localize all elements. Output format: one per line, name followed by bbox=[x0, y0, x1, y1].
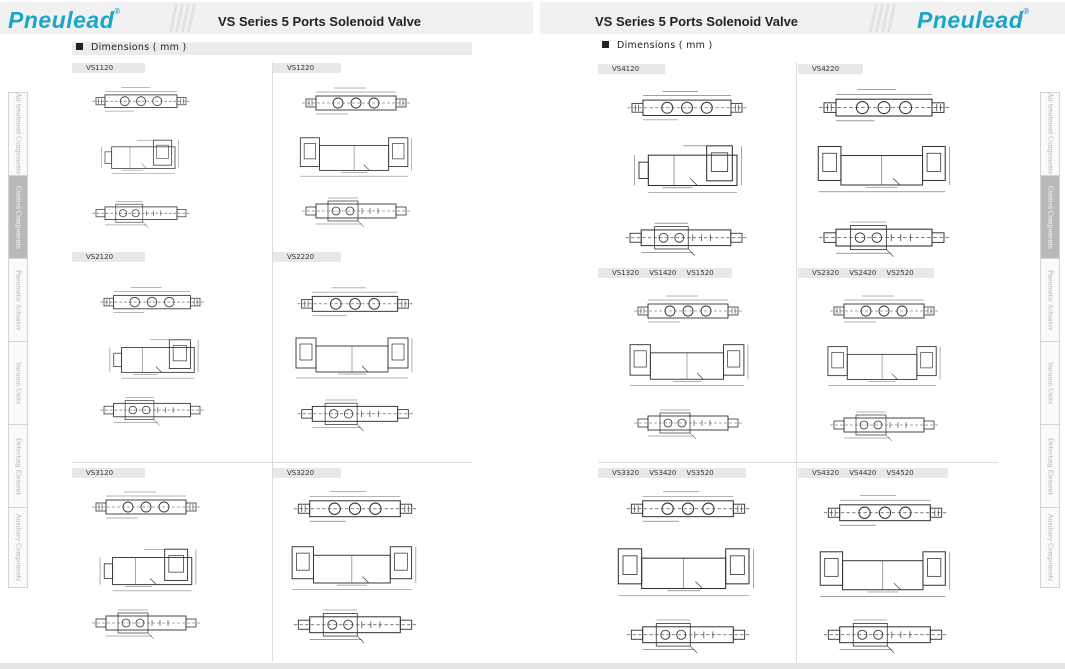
vs2120-side-view bbox=[108, 330, 200, 386]
model-label-vs2220: VS2220 bbox=[273, 252, 341, 262]
side-tab-air-treatment[interactable]: Air treatment Components bbox=[1041, 93, 1059, 176]
vs4320-top-view bbox=[818, 498, 952, 532]
model-label-vs1120: VS1120 bbox=[72, 63, 145, 73]
vs3220-bottom-view bbox=[290, 610, 420, 644]
vs3120-bottom-view bbox=[96, 608, 196, 642]
model-label-vs3220: VS3220 bbox=[273, 468, 341, 478]
side-tab-control[interactable]: Control Components bbox=[1041, 176, 1059, 259]
side-tab-vacuum[interactable]: Vacuum Units bbox=[9, 342, 27, 425]
bullet-square-icon bbox=[76, 43, 83, 50]
vs4220-top-view bbox=[816, 92, 952, 128]
vs4220-side-view bbox=[816, 134, 952, 202]
vs3220-side-view bbox=[290, 536, 418, 598]
model-label-vs4120: VS4120 bbox=[598, 64, 665, 74]
vs1320-top-view bbox=[626, 298, 750, 328]
grid-divider bbox=[72, 462, 472, 463]
vs1220-bottom-view bbox=[298, 198, 414, 228]
vs2220-bottom-view bbox=[292, 400, 418, 432]
side-tab-actuator[interactable]: Pneumatic Actuator bbox=[1041, 259, 1059, 342]
side-tab-auxiliary[interactable]: Auxiliary Components bbox=[1046, 513, 1054, 582]
vs2320-bottom-view bbox=[826, 412, 942, 442]
model-label-vs2320: VS2320 VS2420 VS2520 bbox=[798, 268, 934, 278]
side-tab-actuator[interactable]: Pneumatic Actuator bbox=[9, 259, 27, 342]
vs3320-side-view bbox=[616, 538, 756, 604]
vs4120-bottom-view bbox=[630, 222, 742, 258]
vs2320-side-view bbox=[826, 338, 942, 392]
model-label-vs1220: VS1220 bbox=[273, 63, 341, 73]
vs3220-top-view bbox=[290, 494, 420, 528]
model-label-vs3120: VS3120 bbox=[72, 468, 145, 478]
vs4120-top-view bbox=[632, 92, 742, 128]
vs2220-top-view bbox=[292, 290, 418, 322]
vs3120-top-view bbox=[96, 492, 196, 526]
side-tabs-right bbox=[1040, 92, 1060, 588]
side-tabs-left bbox=[8, 92, 28, 588]
vs4320-bottom-view bbox=[818, 620, 952, 654]
left-section-heading: Dimensions ( mm ) bbox=[76, 42, 187, 53]
vs2320-top-view bbox=[826, 298, 942, 328]
side-tab-auxiliary[interactable]: Auxiliary Components bbox=[14, 513, 22, 582]
vs1120-top-view bbox=[96, 88, 186, 118]
side-tab-detecting[interactable]: Detecting Element bbox=[9, 425, 27, 508]
vs1320-side-view bbox=[628, 338, 750, 390]
vs4220-bottom-view bbox=[816, 222, 952, 258]
grid-divider bbox=[796, 62, 797, 662]
left-page-title: VS Series 5 Ports Solenoid Valve bbox=[218, 14, 422, 29]
brand-logo-right: Pneulead® bbox=[917, 7, 1030, 33]
side-tab-detecting[interactable]: Detecting Element bbox=[1041, 425, 1059, 508]
vs3320-bottom-view bbox=[616, 620, 760, 654]
vs1320-bottom-view bbox=[626, 410, 750, 440]
vs1120-bottom-view bbox=[96, 200, 186, 230]
side-tab-vacuum[interactable]: Vacuum Units bbox=[1041, 342, 1059, 425]
vs1120-side-view bbox=[100, 132, 180, 180]
vs3120-side-view bbox=[98, 538, 198, 600]
grid-divider bbox=[598, 462, 998, 463]
vs2120-top-view bbox=[104, 288, 200, 320]
model-label-vs3320: VS3320 VS3420 VS3520 bbox=[598, 468, 746, 478]
right-section-heading: Dimensions ( mm ) bbox=[602, 40, 713, 51]
page-bottom-edge bbox=[0, 663, 1065, 669]
model-label-vs4220: VS4220 bbox=[798, 64, 863, 74]
brand-logo-left: Pneulead® bbox=[8, 7, 121, 33]
model-label-vs2120: VS2120 bbox=[72, 252, 145, 262]
model-label-vs4320: VS4320 VS4420 VS4520 bbox=[798, 468, 948, 478]
vs2120-bottom-view bbox=[104, 396, 200, 428]
model-label-vs1320: VS1320 VS1420 VS1520 bbox=[598, 268, 732, 278]
grid-divider bbox=[272, 62, 273, 662]
vs3320-top-view bbox=[616, 494, 760, 528]
bullet-square-icon bbox=[602, 41, 609, 48]
vs4120-side-view bbox=[632, 134, 744, 202]
side-tab-air-treatment[interactable]: Air treatment Components bbox=[9, 93, 27, 176]
vs1220-top-view bbox=[298, 90, 414, 120]
right-page-title: VS Series 5 Ports Solenoid Valve bbox=[595, 14, 799, 29]
side-tab-control[interactable]: Control Components bbox=[9, 176, 27, 259]
vs2220-side-view bbox=[294, 328, 414, 386]
vs4320-side-view bbox=[818, 540, 952, 606]
vs1220-side-view bbox=[298, 132, 414, 180]
